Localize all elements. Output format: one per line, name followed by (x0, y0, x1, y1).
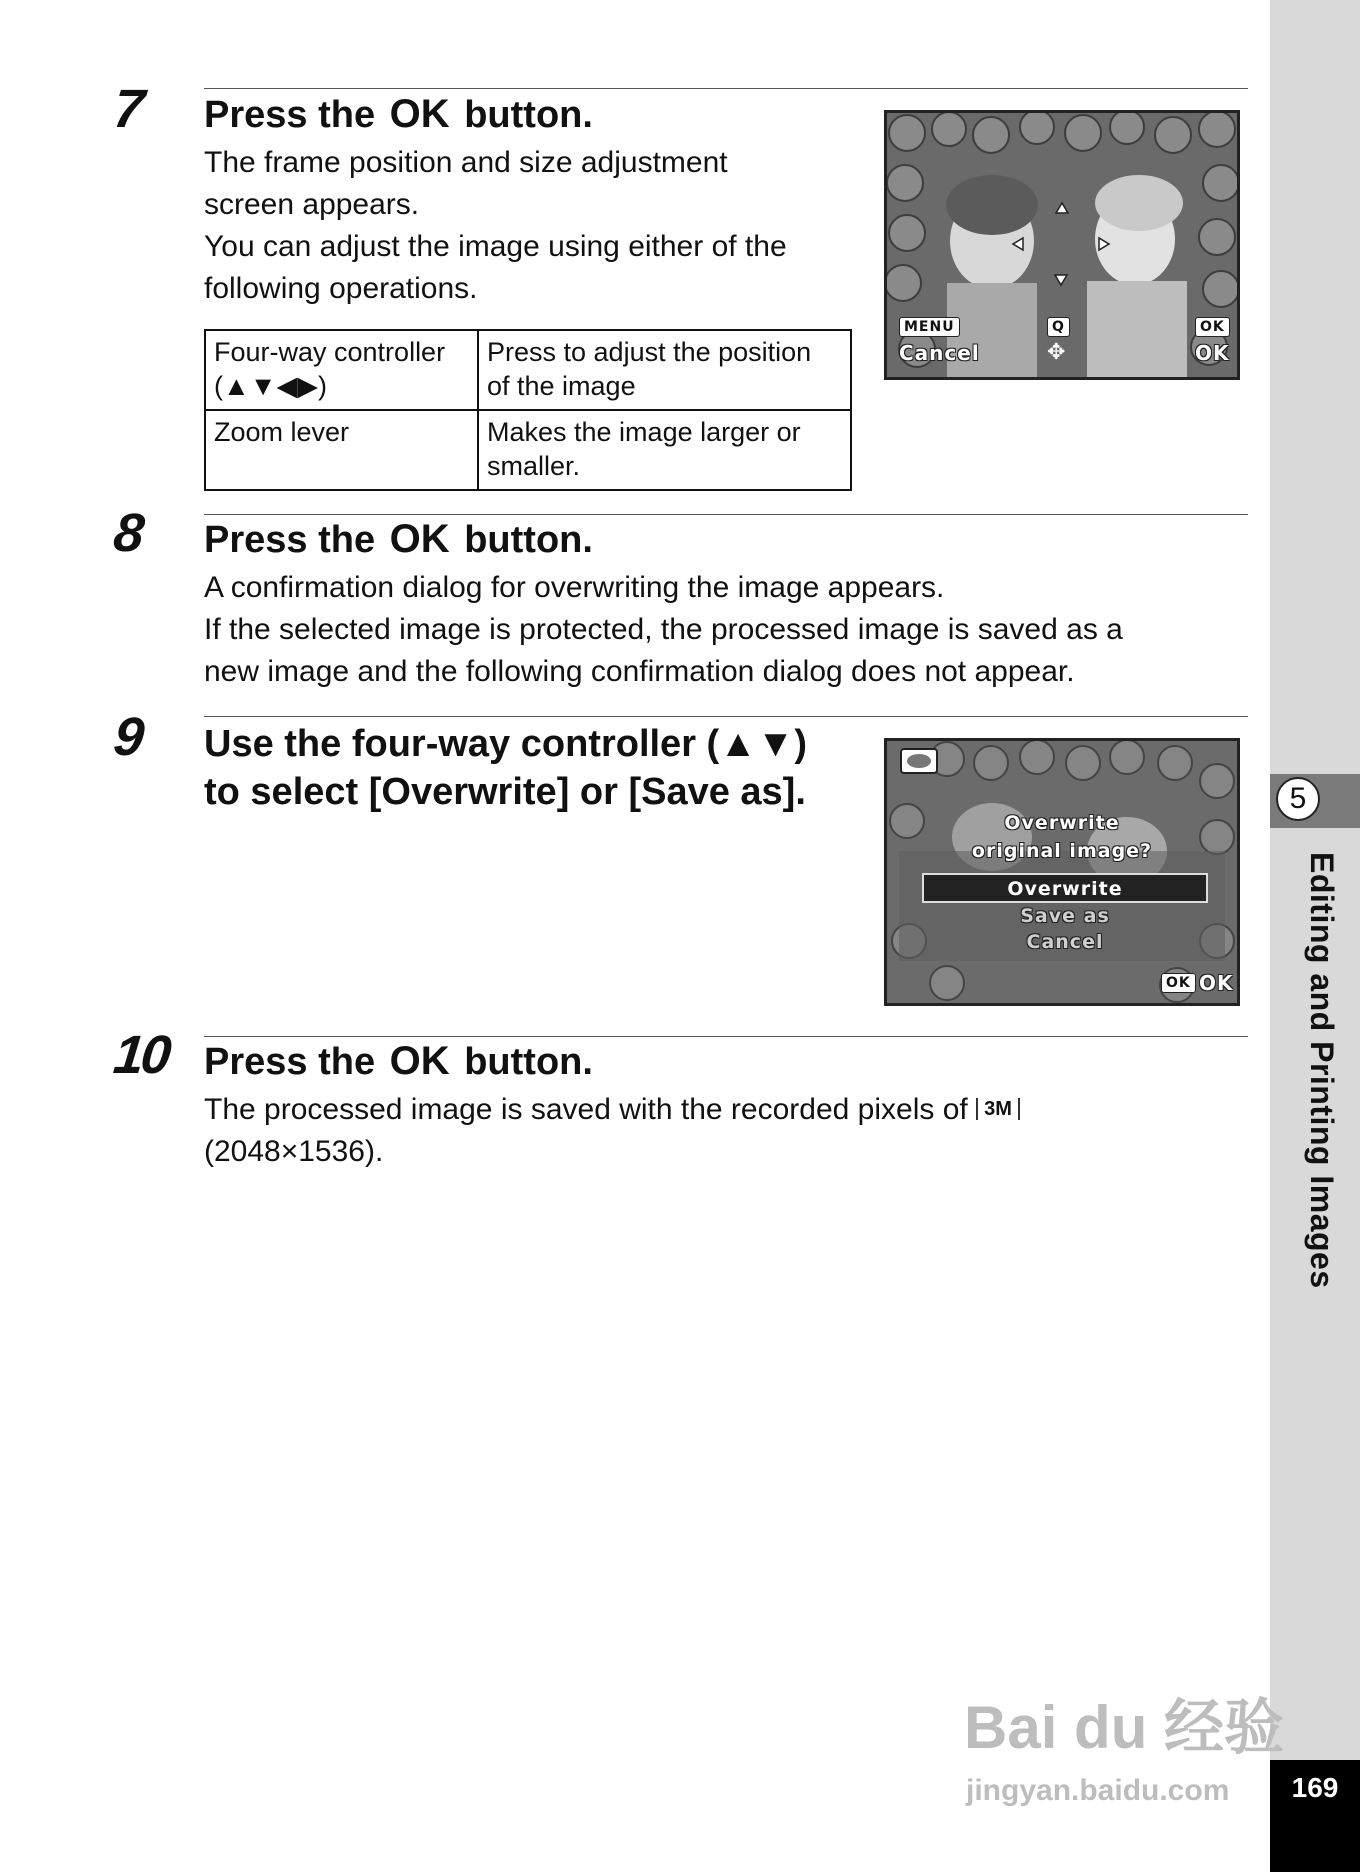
step-number: 7 (110, 79, 145, 139)
table-row (205, 410, 851, 490)
table-cell: Makes the image larger or smaller. (478, 410, 851, 490)
operations-table (204, 329, 852, 491)
camera-screen-frame-adjust (884, 110, 1240, 380)
step-description: A confirmation dialog for overwriting the image appears. If the selected image is protected, the processed image is saved as a new image and the following confirmation dialog does not appear. (204, 571, 1123, 688)
step-title: Press the OK button. (204, 1039, 593, 1083)
table-cell: Press to adjust the position of the image (478, 330, 851, 410)
move-cross-icon: ✥ (1047, 339, 1066, 364)
page-number: 169 (1291, 1772, 1339, 1803)
ok-button-chip: OK (1161, 973, 1196, 993)
baidu-watermark-url: jingyan.baidu.com (966, 1774, 1230, 1807)
chapter-title: Editing and Printing Images (1304, 852, 1340, 1289)
ok-button-chip: OK (1195, 317, 1230, 337)
option-cancel[interactable]: Cancel (1026, 931, 1104, 953)
table-cell: Four-way controller (▲▼◀▶) (205, 330, 478, 410)
option-save-as[interactable]: Save as (1020, 905, 1110, 927)
resolution-3m-icon: 3M (976, 1098, 1020, 1120)
step-title: Press the OK button. (204, 92, 593, 136)
ok-label: OK (1199, 971, 1234, 995)
chapter-number: 5 (1276, 777, 1320, 821)
baidu-watermark-logo: Bai du 经验 (964, 1694, 1285, 1761)
step-title: Use the four-way controller (▲▼) to select [Overwrite] or [Save as]. (204, 723, 808, 813)
step-number: 8 (110, 503, 145, 563)
step-description: The frame position and size adjustment screen appears. You can adjust the image using either of the following operations. (204, 146, 787, 305)
dialog-question: Overwrite original image? (971, 812, 1153, 862)
step-title: Press the OK button. (204, 517, 593, 561)
dimmed-photo-illustration (887, 741, 1237, 1003)
step-divider (204, 514, 1248, 515)
table-cell: Zoom lever (205, 410, 478, 490)
zoom-icon: Q (1047, 317, 1070, 337)
menu-button-chip: MENU (899, 317, 960, 337)
step-number: 10 (110, 1025, 172, 1085)
step-divider (204, 88, 1248, 89)
option-overwrite[interactable]: Overwrite (1007, 878, 1123, 900)
camera-screen-overwrite-dialog (884, 738, 1240, 1006)
step-divider (204, 716, 1248, 717)
cancel-label: Cancel (899, 341, 980, 365)
step-number: 9 (110, 707, 145, 767)
photo-illustration (887, 113, 1237, 377)
table-row (205, 330, 851, 410)
step-description: The processed image is saved with the recorded pixels of 3M (2048×1536). (204, 1089, 1254, 1173)
ok-label: OK (1195, 341, 1230, 365)
step-divider (204, 1036, 1248, 1037)
